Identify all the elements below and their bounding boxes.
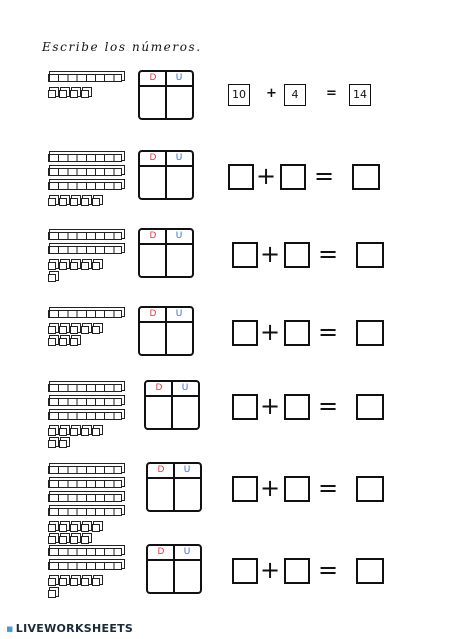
unit-cube-icon — [59, 326, 67, 334]
unit-cube-icon — [92, 524, 100, 532]
place-value-box[interactable] — [138, 70, 194, 120]
exercise-row — [0, 544, 452, 584]
unit-cube-icon — [70, 524, 78, 532]
ten-rod-icon — [48, 246, 122, 254]
units-label: U — [175, 153, 183, 163]
unit-cube-icon — [59, 578, 67, 586]
unit-cube-icon — [81, 90, 89, 98]
units-answer-box[interactable] — [284, 242, 310, 268]
tens-label: D — [149, 231, 157, 241]
total-answer-box[interactable] — [352, 164, 380, 190]
place-value-header-line — [140, 85, 192, 87]
units-label: U — [175, 309, 183, 319]
plus-sign: + — [260, 240, 281, 268]
place-value-header-line — [140, 321, 192, 323]
unit-cube-icon — [70, 90, 78, 98]
equals-sign: = — [318, 392, 339, 420]
equals-sign: = — [318, 240, 339, 268]
ten-rod-icon — [48, 310, 122, 318]
plus-sign: + — [260, 474, 281, 502]
total-answer-box[interactable]: 14 — [349, 84, 371, 106]
unit-cube-icon — [81, 578, 89, 586]
unit-cube-icon — [59, 198, 67, 206]
tens-label: D — [149, 73, 157, 83]
total-answer-box[interactable] — [356, 242, 384, 268]
unit-cube-icon — [59, 524, 67, 532]
unit-cube-icon — [59, 262, 67, 270]
plus-sign: + — [260, 556, 281, 584]
ten-rod-icon — [48, 548, 122, 556]
equals-sign: = — [314, 162, 335, 190]
exercise-row — [0, 462, 452, 502]
unit-cube-icon — [70, 198, 78, 206]
units-answer-box[interactable] — [280, 164, 306, 190]
plus-sign: + — [260, 318, 281, 346]
unit-cube-icon — [48, 338, 56, 346]
unit-cube-icon — [48, 198, 56, 206]
unit-cube-icon — [48, 536, 56, 544]
ten-rod-icon — [48, 398, 122, 406]
units-label: U — [183, 465, 191, 475]
total-answer-box[interactable] — [356, 320, 384, 346]
tens-label: D — [155, 383, 163, 393]
unit-cube-icon — [48, 90, 56, 98]
units-answer-box[interactable] — [284, 558, 310, 584]
place-value-box[interactable] — [146, 544, 202, 594]
unit-cube-icon — [59, 90, 67, 98]
unit-cube-icon — [59, 440, 67, 448]
equals-sign: = — [318, 474, 339, 502]
place-value-header-line — [146, 395, 198, 397]
unit-cube-icon — [92, 326, 100, 334]
unit-cube-icon — [48, 578, 56, 586]
exercise-row — [0, 380, 452, 420]
unit-cube-icon — [59, 338, 67, 346]
equals-sign: = — [326, 86, 337, 101]
unit-cube-icon — [81, 524, 89, 532]
footer-brand — [6, 622, 133, 635]
ten-rod-icon — [48, 384, 122, 392]
ten-rod-icon — [48, 480, 122, 488]
unit-cube-icon — [92, 198, 100, 206]
equals-sign: = — [318, 556, 339, 584]
ten-rod-icon — [48, 168, 122, 176]
place-value-header-line — [148, 559, 200, 561]
exercise-row — [0, 228, 452, 268]
tens-answer-box[interactable] — [228, 164, 254, 190]
unit-cube-icon — [70, 326, 78, 334]
plus-sign: + — [256, 162, 277, 190]
unit-cube-icon — [59, 536, 67, 544]
unit-cube-icon — [48, 428, 56, 436]
tens-label: D — [149, 309, 157, 319]
tens-answer-box[interactable] — [232, 242, 258, 268]
ten-rod-icon — [48, 182, 122, 190]
total-answer-box[interactable] — [356, 476, 384, 502]
plus-sign: + — [260, 392, 281, 420]
exercise-row — [0, 150, 452, 190]
ten-rod-icon — [48, 466, 122, 474]
footer-brand-text: LIVEWORKSHEETS — [15, 622, 134, 635]
place-value-box[interactable] — [144, 380, 200, 430]
tens-answer-box[interactable] — [232, 320, 258, 346]
unit-cube-icon — [92, 428, 100, 436]
place-value-header-line — [140, 243, 192, 245]
unit-cube-icon — [70, 428, 78, 436]
plus-sign: + — [266, 86, 277, 101]
unit-cube-icon — [92, 578, 100, 586]
unit-cube-icon — [48, 274, 56, 282]
units-label: U — [175, 231, 183, 241]
tens-answer-box[interactable] — [232, 558, 258, 584]
total-answer-box[interactable] — [356, 394, 384, 420]
units-label: U — [181, 383, 189, 393]
ten-rod-icon — [48, 508, 122, 516]
unit-cube-icon — [70, 536, 78, 544]
ten-rod-icon — [48, 412, 122, 420]
liveworksheets-logo-icon: ▪ — [6, 622, 14, 635]
unit-cube-icon — [81, 198, 89, 206]
ten-rod-icon — [48, 562, 122, 570]
ten-rod-icon — [48, 74, 122, 82]
total-answer-box[interactable] — [356, 558, 384, 584]
units-answer-box[interactable] — [284, 320, 310, 346]
unit-cube-icon — [70, 578, 78, 586]
place-value-box[interactable] — [138, 150, 194, 200]
unit-cube-icon — [81, 428, 89, 436]
unit-cube-icon — [81, 536, 89, 544]
tens-label: D — [149, 153, 157, 163]
unit-cube-icon — [48, 524, 56, 532]
unit-cube-icon — [48, 440, 56, 448]
units-label: U — [175, 73, 183, 83]
tens-answer-box[interactable]: 10 — [228, 84, 250, 106]
ten-rod-icon — [48, 232, 122, 240]
place-value-box[interactable] — [146, 462, 202, 512]
worksheet-title: Escribe los números. — [42, 40, 202, 54]
unit-cube-icon — [81, 326, 89, 334]
place-value-header-line — [140, 165, 192, 167]
unit-cube-icon — [48, 326, 56, 334]
ten-rod-icon — [48, 154, 122, 162]
tens-label: D — [157, 547, 165, 557]
unit-cube-icon — [48, 262, 56, 270]
place-value-header-line — [148, 477, 200, 479]
equals-sign: = — [318, 318, 339, 346]
unit-cube-icon — [92, 262, 100, 270]
units-answer-box[interactable]: 4 — [284, 84, 306, 106]
ten-rod-icon — [48, 494, 122, 502]
tens-label: D — [157, 465, 165, 475]
units-answer-box[interactable] — [284, 394, 310, 420]
place-value-box[interactable] — [138, 306, 194, 356]
unit-cube-icon — [59, 428, 67, 436]
exercise-row — [0, 70, 452, 101]
unit-cube-icon — [70, 262, 78, 270]
unit-cube-icon — [48, 590, 56, 598]
place-value-box[interactable] — [138, 228, 194, 278]
tens-answer-box[interactable] — [232, 394, 258, 420]
exercise-row — [0, 306, 452, 346]
unit-cube-icon — [81, 262, 89, 270]
units-label: U — [183, 547, 191, 557]
units-answer-box[interactable] — [284, 476, 310, 502]
unit-cube-icon — [70, 338, 78, 346]
tens-answer-box[interactable] — [232, 476, 258, 502]
